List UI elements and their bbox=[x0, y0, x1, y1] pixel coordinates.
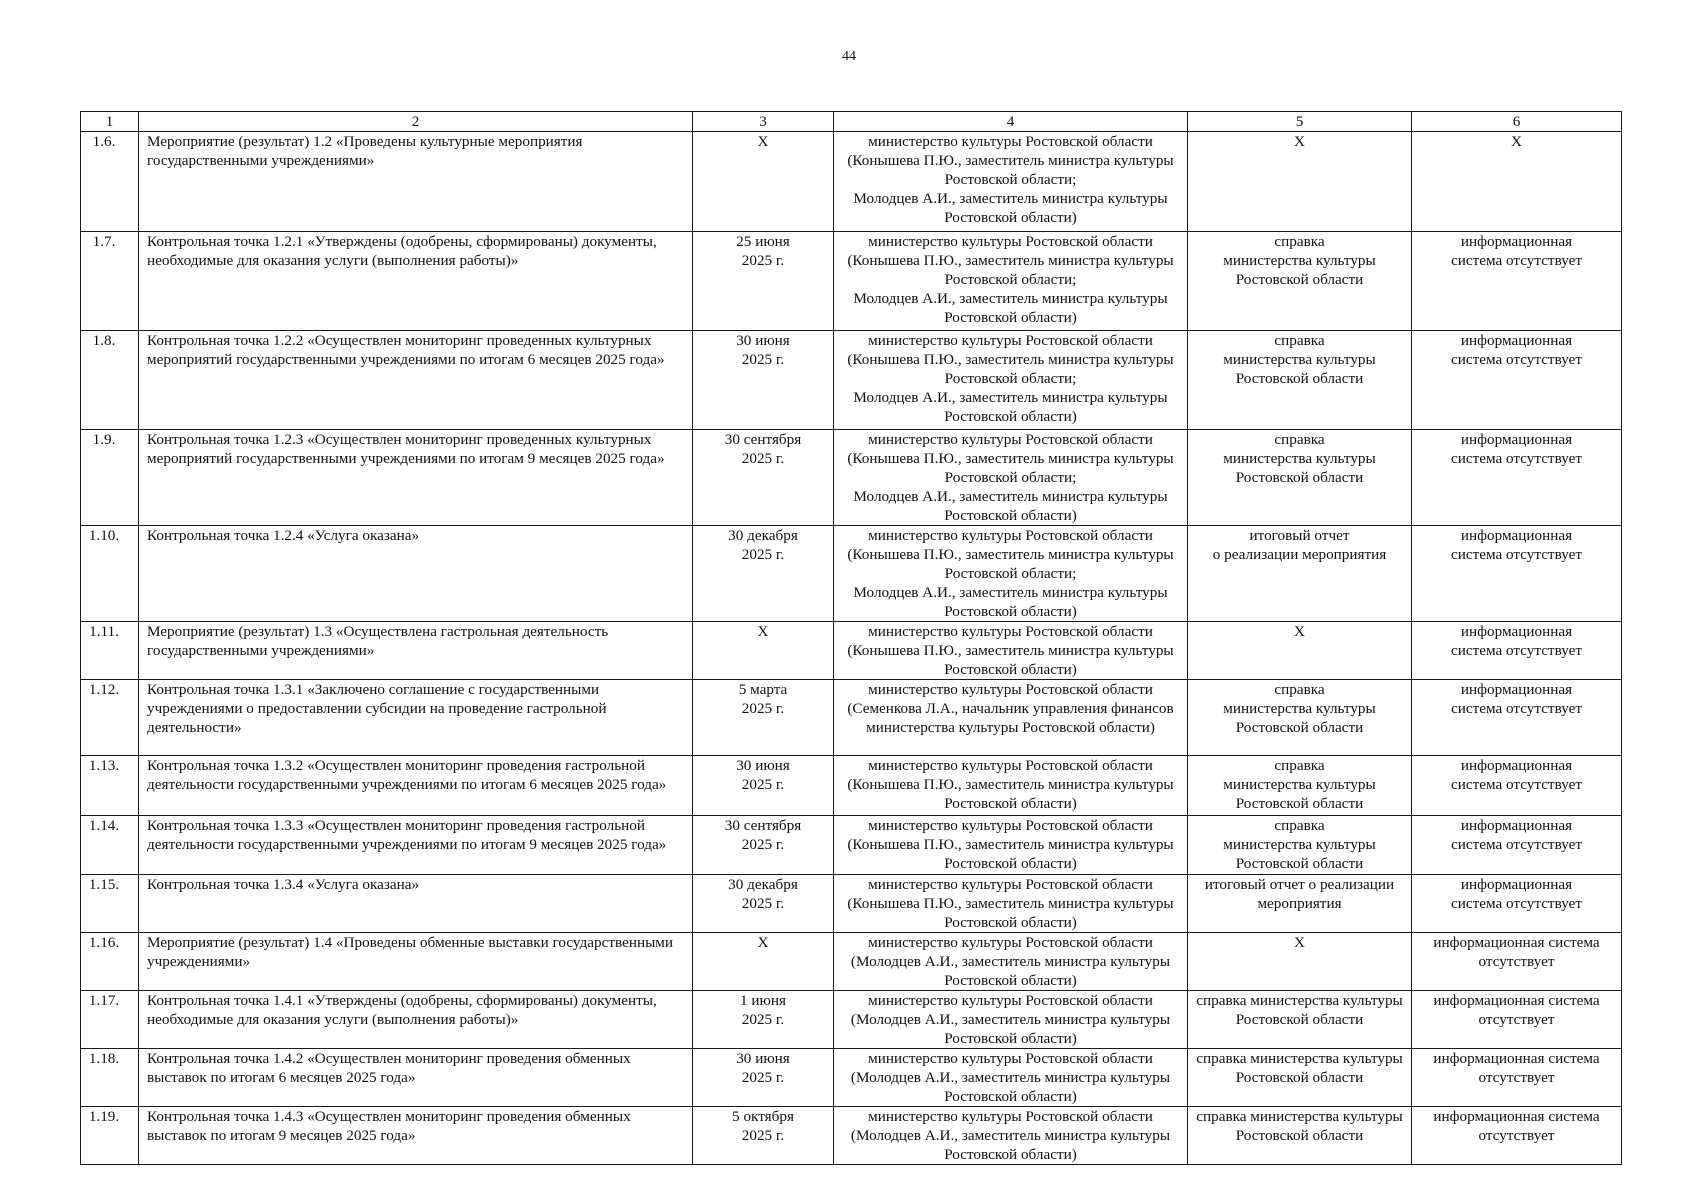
table-row bbox=[81, 232, 1622, 331]
deadline: X bbox=[693, 933, 834, 991]
event-name: Контрольная точка 1.4.3 «Осуществлен мониторинг проведения обменных выставок по итогам 9 месяцев 2025 года» bbox=[139, 1107, 693, 1165]
page-number: 44 bbox=[842, 49, 856, 64]
column-header: 6 bbox=[1412, 112, 1622, 132]
event-name: Контрольная точка 1.3.3 «Осуществлен мониторинг проведения гастрольной деятельности государственными учреждениями по итогам 9 месяцев 2025 года» bbox=[139, 816, 693, 875]
row-number: 1.9. bbox=[81, 430, 139, 526]
information-system: информационная система отсутствует bbox=[1412, 680, 1622, 756]
table-row bbox=[81, 680, 1622, 756]
responsible: министерство культуры Ростовской области (Конышева П.Ю., заместитель министра культуры Ростовской области) bbox=[834, 622, 1188, 680]
responsible: министерство культуры Ростовской области (Конышева П.Ю., заместитель министра культуры Ростовской области; Молодцев А.И., заместитель министра культуры Ростовской области) bbox=[834, 232, 1188, 331]
responsible: министерство культуры Ростовской области (Конышева П.Ю., заместитель министра культуры Ростовской области) bbox=[834, 875, 1188, 933]
row-number: 1.15. bbox=[81, 875, 139, 933]
information-system: информационная система отсутствует bbox=[1412, 816, 1622, 875]
deadline: 5 октября 2025 г. bbox=[693, 1107, 834, 1165]
responsible: министерство культуры Ростовской области (Молодцев А.И., заместитель министра культуры Ростовской области) bbox=[834, 1107, 1188, 1165]
row-number: 1.14. bbox=[81, 816, 139, 875]
row-number: 1.12. bbox=[81, 680, 139, 756]
information-system: информационная система отсутствует bbox=[1412, 331, 1622, 430]
plan-table bbox=[80, 111, 1622, 1165]
responsible: министерство культуры Ростовской области (Молодцев А.И., заместитель министра культуры Ростовской области) bbox=[834, 1049, 1188, 1107]
column-header: 2 bbox=[139, 112, 693, 132]
table-row bbox=[81, 526, 1622, 622]
information-system: информационная система отсутствует bbox=[1412, 1049, 1622, 1107]
row-number: 1.16. bbox=[81, 933, 139, 991]
event-name: Мероприятие (результат) 1.4 «Проведены обменные выставки государственными учреждениями» bbox=[139, 933, 693, 991]
row-number: 1.8. bbox=[81, 331, 139, 430]
confirming-document: итоговый отчет о реализации мероприятия bbox=[1188, 526, 1412, 622]
confirming-document: справка министерства культуры Ростовской области bbox=[1188, 1107, 1412, 1165]
event-name: Контрольная точка 1.3.4 «Услуга оказана» bbox=[139, 875, 693, 933]
event-name: Контрольная точка 1.4.2 «Осуществлен мониторинг проведения обменных выставок по итогам 6 месяцев 2025 года» bbox=[139, 1049, 693, 1107]
event-name: Мероприятие (результат) 1.3 «Осуществлена гастрольная деятельность государственными учреждениями» bbox=[139, 622, 693, 680]
column-header: 1 bbox=[81, 112, 139, 132]
responsible: министерство культуры Ростовской области (Молодцев А.И., заместитель министра культуры Ростовской области) bbox=[834, 991, 1188, 1049]
confirming-document: справка министерства культуры Ростовской области bbox=[1188, 680, 1412, 756]
event-name: Контрольная точка 1.2.4 «Услуга оказана» bbox=[139, 526, 693, 622]
event-name: Мероприятие (результат) 1.2 «Проведены культурные мероприятия государственными учреждениями» bbox=[139, 132, 693, 232]
deadline: 5 марта 2025 г. bbox=[693, 680, 834, 756]
column-header: 3 bbox=[693, 112, 834, 132]
deadline: 30 июня 2025 г. bbox=[693, 756, 834, 816]
event-name: Контрольная точка 1.3.1 «Заключено соглашение с государственными учреждениями о предоставлении субсидии на проведение гастрольной деятельности» bbox=[139, 680, 693, 756]
responsible: министерство культуры Ростовской области (Конышева П.Ю., заместитель министра культуры Ростовской области; Молодцев А.И., заместитель министра культуры Ростовской области) bbox=[834, 331, 1188, 430]
confirming-document: справка министерства культуры Ростовской области bbox=[1188, 816, 1412, 875]
deadline: 30 сентября 2025 г. bbox=[693, 430, 834, 526]
table-row bbox=[81, 933, 1622, 991]
information-system: информационная система отсутствует bbox=[1412, 526, 1622, 622]
deadline: 1 июня 2025 г. bbox=[693, 991, 834, 1049]
deadline: 30 декабря 2025 г. bbox=[693, 526, 834, 622]
deadline: 30 декабря 2025 г. bbox=[693, 875, 834, 933]
information-system: информационная система отсутствует bbox=[1412, 232, 1622, 331]
table-row bbox=[81, 622, 1622, 680]
column-header: 5 bbox=[1188, 112, 1412, 132]
row-number: 1.18. bbox=[81, 1049, 139, 1107]
confirming-document: справка министерства культуры Ростовской области bbox=[1188, 331, 1412, 430]
event-name: Контрольная точка 1.3.2 «Осуществлен мониторинг проведения гастрольной деятельности государственными учреждениями по итогам 6 месяцев 2025 года» bbox=[139, 756, 693, 816]
responsible: министерство культуры Ростовской области (Конышева П.Ю., заместитель министра культуры Ростовской области; Молодцев А.И., заместитель министра культуры Ростовской области) bbox=[834, 430, 1188, 526]
deadline: 30 сентября 2025 г. bbox=[693, 816, 834, 875]
confirming-document: справка министерства культуры Ростовской области bbox=[1188, 991, 1412, 1049]
row-number: 1.19. bbox=[81, 1107, 139, 1165]
event-name: Контрольная точка 1.2.2 «Осуществлен мониторинг проведенных культурных мероприятий государственными учреждениями по итогам 6 месяцев 2025 года» bbox=[139, 331, 693, 430]
row-number: 1.11. bbox=[81, 622, 139, 680]
event-name: Контрольная точка 1.2.1 «Утверждены (одобрены, сформированы) документы, необходимые для оказания услуги (выполнения работы)» bbox=[139, 232, 693, 331]
table-row bbox=[81, 331, 1622, 430]
responsible: министерство культуры Ростовской области (Конышева П.Ю., заместитель министра культуры Ростовской области; Молодцев А.И., заместитель министра культуры Ростовской области) bbox=[834, 526, 1188, 622]
confirming-document: X bbox=[1188, 132, 1412, 232]
information-system: информационная система отсутствует bbox=[1412, 622, 1622, 680]
confirming-document: справка министерства культуры Ростовской области bbox=[1188, 232, 1412, 331]
information-system: информационная система отсутствует bbox=[1412, 875, 1622, 933]
confirming-document: справка министерства культуры Ростовской области bbox=[1188, 1049, 1412, 1107]
table-header-row bbox=[81, 112, 1622, 132]
information-system: информационная система отсутствует bbox=[1412, 991, 1622, 1049]
event-name: Контрольная точка 1.4.1 «Утверждены (одобрены, сформированы) документы, необходимые для оказания услуги (выполнения работы)» bbox=[139, 991, 693, 1049]
column-header: 4 bbox=[834, 112, 1188, 132]
confirming-document: итоговый отчет о реализации мероприятия bbox=[1188, 875, 1412, 933]
information-system: информационная система отсутствует bbox=[1412, 1107, 1622, 1165]
row-number: 1.7. bbox=[81, 232, 139, 331]
confirming-document: X bbox=[1188, 933, 1412, 991]
deadline: 30 июня 2025 г. bbox=[693, 1049, 834, 1107]
deadline: 25 июня 2025 г. bbox=[693, 232, 834, 331]
responsible: министерство культуры Ростовской области (Семенкова Л.А., начальник управления финансов министерства культуры Ростовской области) bbox=[834, 680, 1188, 756]
responsible: министерство культуры Ростовской области (Молодцев А.И., заместитель министра культуры Ростовской области) bbox=[834, 933, 1188, 991]
table-row bbox=[81, 756, 1622, 816]
deadline: X bbox=[693, 622, 834, 680]
deadline: X bbox=[693, 132, 834, 232]
table-row bbox=[81, 991, 1622, 1049]
table-row bbox=[81, 1107, 1622, 1165]
row-number: 1.10. bbox=[81, 526, 139, 622]
responsible: министерство культуры Ростовской области (Конышева П.Ю., заместитель министра культуры Ростовской области) bbox=[834, 816, 1188, 875]
table-row bbox=[81, 430, 1622, 526]
table-row bbox=[81, 132, 1622, 232]
information-system: X bbox=[1412, 132, 1622, 232]
row-number: 1.17. bbox=[81, 991, 139, 1049]
confirming-document: X bbox=[1188, 622, 1412, 680]
information-system: информационная система отсутствует bbox=[1412, 430, 1622, 526]
confirming-document: справка министерства культуры Ростовской области bbox=[1188, 756, 1412, 816]
responsible: министерство культуры Ростовской области (Конышева П.Ю., заместитель министра культуры Ростовской области) bbox=[834, 756, 1188, 816]
row-number: 1.6. bbox=[81, 132, 139, 232]
row-number: 1.13. bbox=[81, 756, 139, 816]
confirming-document: справка министерства культуры Ростовской области bbox=[1188, 430, 1412, 526]
deadline: 30 июня 2025 г. bbox=[693, 331, 834, 430]
table-row bbox=[81, 1049, 1622, 1107]
event-name: Контрольная точка 1.2.3 «Осуществлен мониторинг проведенных культурных мероприятий государственными учреждениями по итогам 9 месяцев 2025 года» bbox=[139, 430, 693, 526]
responsible: министерство культуры Ростовской области (Конышева П.Ю., заместитель министра культуры Ростовской области; Молодцев А.И., заместитель министра культуры Ростовской области) bbox=[834, 132, 1188, 232]
table-row bbox=[81, 816, 1622, 875]
information-system: информационная система отсутствует bbox=[1412, 756, 1622, 816]
table-row bbox=[81, 875, 1622, 933]
information-system: информационная система отсутствует bbox=[1412, 933, 1622, 991]
